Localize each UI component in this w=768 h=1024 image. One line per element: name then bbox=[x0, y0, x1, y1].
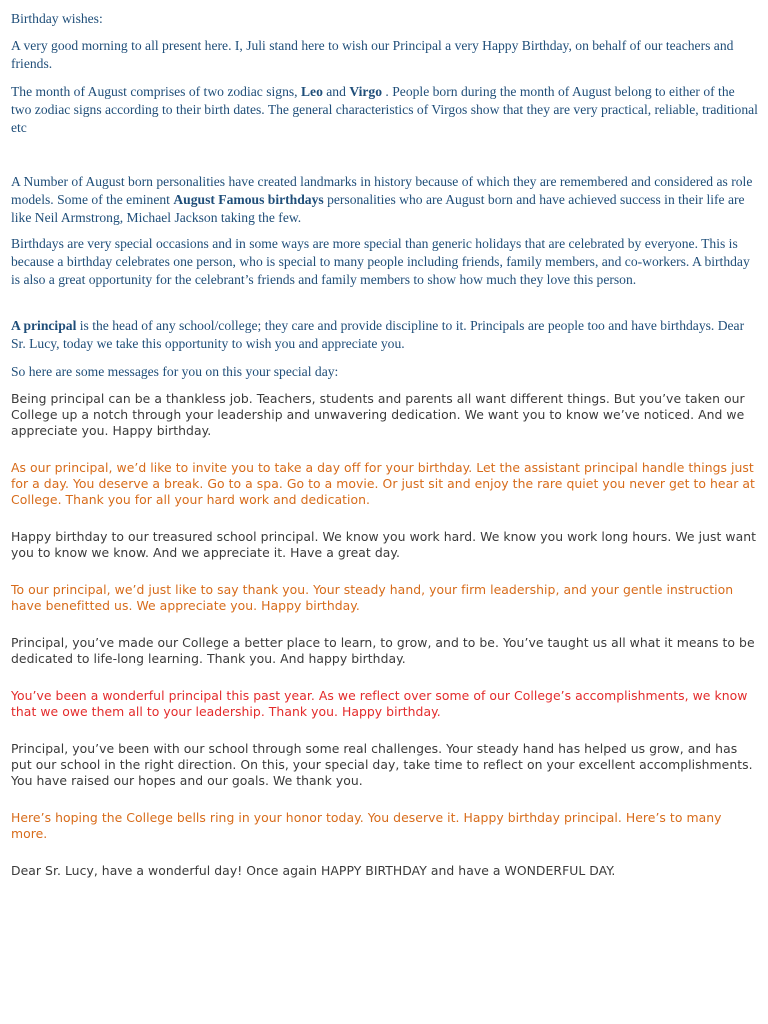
doc-heading: Birthday wishes: bbox=[11, 11, 103, 26]
message-6: You’ve been a wonderful principal this past year. As we reflect over some of our College’s accomplishments, we know that we owe them all to your leadership. Thank you. Happy birthday. bbox=[11, 688, 748, 719]
message-8: Here’s hoping the College bells ring in your honor today. You deserve it. Happy birthday principal. Here’s to many more. bbox=[11, 810, 722, 841]
message-1: Being principal can be a thankless job. Teachers, students and parents all want different things. But you’ve taken our College up a notch through your leadership and unwavering dedication. We want you to know we’ve noticed. And we appreciate you. Happy birthday. bbox=[11, 391, 745, 438]
message-2: As our principal, we’d like to invite you to take a day off for your birthday. Let the assistant principal handle things just for a day. You deserve a break. Go to a spa. Go to a movie. Or just sit and enjoy the rare quiet you never get to hear at College. Thank you for all your hard work and dedication. bbox=[11, 460, 755, 507]
paragraph-birthdays: Birthdays are very special occasions and in some ways are more special than generic holidays that are celebrated by everyone. This is because a birthday celebrates one person, who is special to many people including friends, family members, and co-workers. A birthday is also a great opportunity for the celebrant’s friends and family members to show how much they love this person. bbox=[11, 236, 750, 287]
leo-bold: Leo bbox=[300, 84, 323, 99]
virgo-bold: Virgo bbox=[349, 84, 383, 99]
august-birthdays-bold: August Famous birthdays bbox=[173, 192, 324, 207]
message-9: Dear Sr. Lucy, have a wonderful day! Once again HAPPY BIRTHDAY and have a WONDERFUL DAY. bbox=[11, 863, 616, 878]
paragraph-greeting: A very good morning to all present here. I, Juli stand here to wish our Principal a very Happy Birthday, on behalf of our teachers and friends. bbox=[11, 38, 734, 71]
message-5: Principal, you’ve made our College a better place to learn, to grow, and to be. You’ve taught us all what it means to be dedicated to life-long learning. Thank you. And happy birthday. bbox=[11, 635, 755, 666]
message-7: Principal, you’ve been with our school through some real challenges. Your steady hand has helped us grow, and has put our school in the right direction. On this, your special day, take time to reflect on your excellent accomplishments. You have raised our hopes and our goals. We thank you. bbox=[11, 741, 753, 788]
paragraph-zodiac: The month of August comprises of two zodiac signs, Leo and Virgo . People born during the month of August belong to either of the two zodiac signs according to their birth dates. The general characteristics of Virgos show that they are very practical, reliable, traditional etc bbox=[11, 84, 758, 135]
paragraph-personalities: A Number of August born personalities have created landmarks in history because of which they are remembered and considered as role models. Some of the eminent August Famous birthdays personalities who are August born and have achieved success in their life are like Neil Armstrong, Michael Jackson taking the few. bbox=[11, 174, 753, 225]
message-3: Happy birthday to our treasured school principal. We know you work hard. We know you work long hours. We just want you to know we know. And we appreciate it. Have a great day. bbox=[11, 529, 757, 560]
paragraph-principal: A principal is the head of any school/college; they care and provide discipline to it. Principals are people too and have birthdays. Dear Sr. Lucy, today we take this opportunity to wish you and appreciate you. bbox=[11, 318, 745, 351]
paragraph-messages-intro: So here are some messages for you on this your special day: bbox=[11, 364, 339, 379]
message-4: To our principal, we’d just like to say thank you. Your steady hand, your firm leadership, and your gentle instruction have benefitted us. We appreciate you. Happy birthday. bbox=[11, 582, 734, 613]
a-principal-bold: A principal bbox=[11, 318, 77, 333]
